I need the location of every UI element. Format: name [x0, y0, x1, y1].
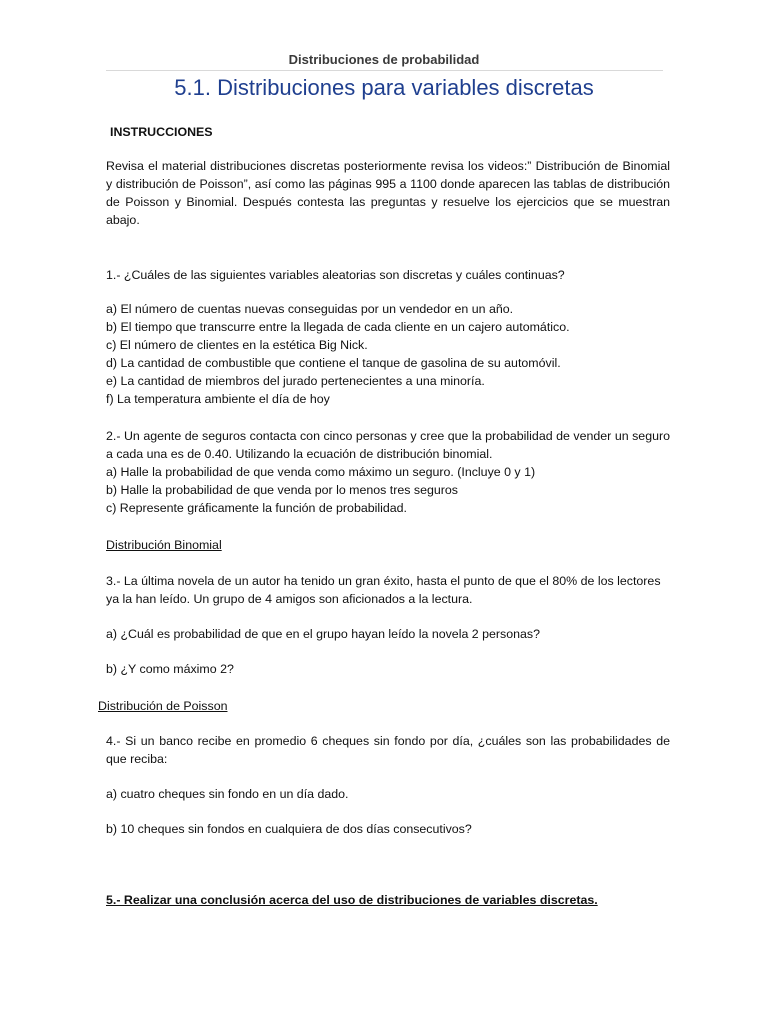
question-1-option-f: f) La temperatura ambiente el día de hoy [106, 392, 330, 406]
question-3-item-a: a) ¿Cuál es probabilidad de que en el grupo hayan leído la novela 2 personas? [106, 627, 540, 641]
question-1-option-e: e) La cantidad de miembros del jurado pertenecientes a una minoría. [106, 374, 485, 388]
header-divider [106, 70, 663, 71]
question-2-item-c: c) Represente gráficamente la función de probabilidad. [106, 501, 407, 515]
question-5-prompt: 5.- Realizar una conclusión acerca del uso de distribuciones de variables discretas. [106, 893, 598, 907]
question-2-items [106, 463, 670, 517]
binomial-section-heading: Distribución Binomial [106, 538, 222, 552]
question-4-item-a: a) cuatro cheques sin fondo en un día dado. [106, 787, 349, 801]
question-3-item-b: b) ¿Y como máximo 2? [106, 662, 234, 676]
question-1-options [106, 300, 670, 408]
poisson-section-heading: Distribución de Poisson [98, 699, 228, 713]
question-1-option-a: a) El número de cuentas nuevas conseguidas por un vendedor en un año. [106, 302, 514, 316]
instructions-heading: INSTRUCCIONES [110, 125, 213, 139]
question-2-item-b: b) Halle la probabilidad de que venda por lo menos tres seguros [106, 483, 458, 497]
question-1-option-c: c) El número de clientes en la estética Big Nick. [106, 338, 368, 352]
question-4-prompt: 4.- Si un banco recibe en promedio 6 cheques sin fondo por día, ¿cuáles son las probabilidades de que reciba: [106, 734, 670, 766]
question-1-option-b: b) El tiempo que transcurre entre la llegada de cada cliente en un cajero automático. [106, 320, 570, 334]
page-title: 5.1. Distribuciones para variables discretas [174, 75, 594, 100]
question-3-prompt: 3.- La última novela de un autor ha tenido un gran éxito, hasta el punto de que el 80% de los lectores ya la han leído. Un grupo de 4 amigos son aficionados a la lectura. [106, 574, 661, 606]
question-1-option-d: d) La cantidad de combustible que contiene el tanque de gasolina de su automóvil. [106, 356, 561, 370]
question-4-item-b: b) 10 cheques sin fondos en cualquiera de dos días consecutivos? [106, 822, 472, 836]
instructions-body: Revisa el material distribuciones discretas posteriormente revisa los videos:” Distribución de Binomial y distribución de Poisson”, así como las páginas 995 a 1100 donde aparecen las tablas de distribución de Poisson y Binomial. Después contesta las preguntas y resuelve los ejercicios que se muestran abajo. [106, 159, 670, 227]
question-2-prompt: 2.- Un agente de seguros contacta con cinco personas y cree que la probabilidad de vender un seguro a cada una es de 0.40. Utilizando la ecuación de distribución binomial. [106, 429, 670, 461]
question-1-prompt: 1.- ¿Cuáles de las siguientes variables aleatorias son discretas y cuáles continuas? [106, 268, 565, 282]
running-header: Distribuciones de probabilidad [288, 52, 480, 67]
question-2-item-a: a) Halle la probabilidad de que venda como máximo un seguro. (Incluye 0 y 1) [106, 465, 536, 479]
